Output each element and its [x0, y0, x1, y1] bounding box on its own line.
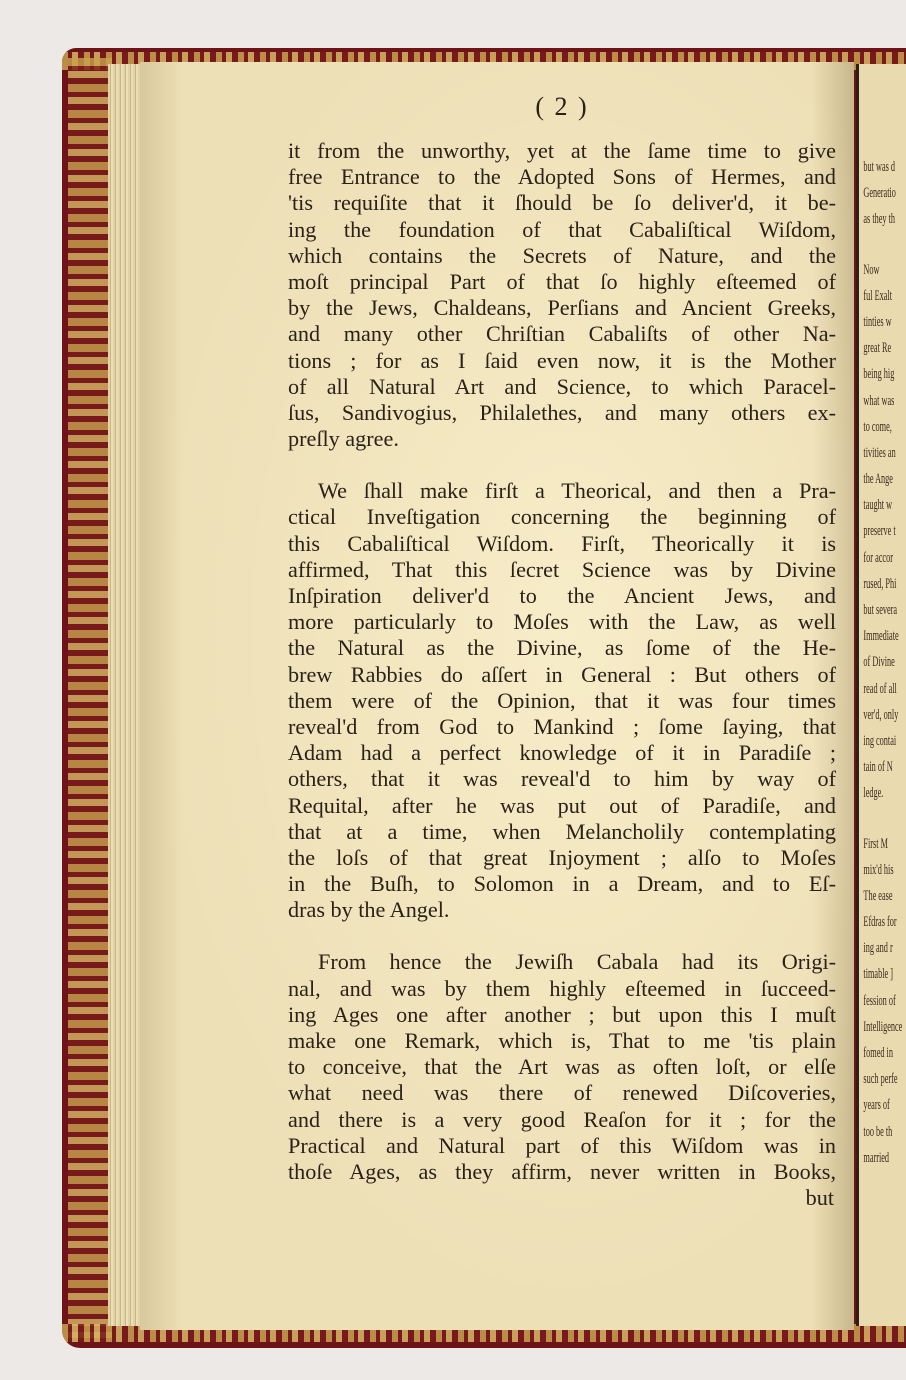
text-line: the loſs of that great Injoyment ; alſo to Moſes [288, 844, 836, 870]
facing-text-line: but severa [863, 602, 898, 618]
facing-text-line: too be th [863, 1123, 893, 1140]
paragraph-2 [288, 478, 836, 923]
facing-text-line: the Ange [863, 471, 893, 488]
facing-text-line: tivities an [863, 444, 896, 461]
facing-text-line: tain of N [863, 759, 893, 776]
text-line: free Entrance to the Adopted Sons of Hermes, and [288, 164, 836, 190]
text-line: others, that it was reveal'd to him by way of [288, 766, 836, 792]
page-edges [108, 64, 142, 1326]
facing-text-line: fession of [863, 992, 896, 1009]
facing-text-line: to come, [863, 418, 892, 435]
page-text [288, 138, 836, 1211]
text-line: by the Jews, Chaldeans, Perſians and Ancient Greeks, [288, 295, 836, 321]
text-line: it from the unworthy, yet at the ſame time to give [288, 138, 836, 163]
text-line: what need was there of renewed Diſcoveries, [288, 1080, 836, 1106]
text-line: ctical Inveſtigation concerning the beginning of [288, 504, 836, 530]
text-line: in the Buſh, to Solomon in a Dream, and to Eſ- [288, 871, 836, 897]
facing-text-line: timable ] [863, 966, 893, 983]
text-line: and many other Chriſtian Cabaliſts of other Na- [288, 321, 836, 347]
text-line: preſly agree. [288, 426, 399, 452]
text-line: We ſhall make firſt a Theorical, and then a Pra- [318, 478, 836, 504]
facing-text-line: read of all [863, 680, 897, 697]
facing-text-line: fomed in [863, 1045, 893, 1061]
text-line: Practical and Natural part of this Wiſdom was in [288, 1132, 836, 1158]
text-line: of all Natural Art and Science, to which Paracel- [288, 373, 836, 399]
facing-text-line: rused, Phi [863, 575, 897, 592]
text-line: that at a time, when Melancholily contemplating [288, 818, 836, 844]
text-line: Inſpiration deliver'd to the Ancient Jews, and [288, 583, 836, 608]
text-line: From hence the Jewiſh Cabala had its Origi- [318, 949, 836, 975]
text-line: moſt principal Part of that ſo highly eſteemed of [288, 268, 836, 294]
text-line: this Cabaliſtical Wiſdom. Firſt, Theorically it is [288, 530, 836, 556]
facing-text-line: ledge. [863, 785, 884, 802]
facing-text-line: great Re [863, 340, 892, 357]
facing-text-line: Now [863, 261, 880, 278]
facing-text-line: First M [863, 835, 888, 852]
paragraph-1 [288, 138, 836, 452]
catchword: but [805, 1185, 834, 1211]
text-line: ſus, Sandivogius, Philalethes, and many others ex- [288, 399, 836, 425]
text-line: which contains the Secrets of Nature, and the [288, 242, 836, 268]
text-line: and there is a very good Reaſon for it ; for the [288, 1106, 836, 1132]
facing-text-line: tinties w [863, 313, 892, 330]
facing-text-line: taught w [863, 497, 893, 514]
facing-text-line: ing and r [863, 940, 893, 957]
facing-text-line: ing contai [863, 732, 897, 749]
facing-text-line: for accor [863, 549, 893, 566]
text-line: tions ; for as I ſaid even now, it is the Mother [288, 347, 836, 373]
text-line: 'tis requiſite that it ſhould be ſo deliver'd, it be- [288, 190, 836, 216]
facing-text-line: such perfe [863, 1071, 898, 1088]
gilt-tooling-left [68, 58, 112, 1338]
facing-text-line: mix'd his [863, 861, 894, 878]
text-line: the Natural as the Divine, as ſome of the He- [288, 635, 836, 661]
text-line: Requital, after he was put out of Paradiſe, and [288, 792, 836, 818]
text-line: them were of the Opinion, that it was four times [288, 687, 836, 713]
text-line: ing Ages one after another ; but upon this I muſt [288, 1001, 836, 1027]
facing-text-line: of Divine [863, 654, 895, 671]
facing-text-line: Intelligence [863, 1018, 903, 1035]
text-line: reveal'd from God to Mankind ; ſome ſaying, that [288, 713, 836, 739]
text-line: affirmed, That this ſecret Science was by Divine [288, 556, 836, 582]
facing-text-line: what was [863, 392, 895, 409]
facing-text-line: ful Exalt [863, 287, 893, 304]
text-line: Adam had a perfect knowledge of it in Paradiſe ; [288, 740, 836, 766]
facing-text-line: as they th [863, 211, 896, 228]
text-line: to conceive, that the Art was as often loſt, or elſe [288, 1054, 836, 1080]
text-line: nal, and was by them highly eſteemed in ſucceed- [288, 975, 836, 1001]
facing-text-line: but was d [863, 159, 896, 175]
text-line: more particularly to Moſes with the Law, as well [288, 609, 836, 635]
facing-text-line: Efdras for [863, 914, 897, 931]
facing-text-line: Generatio [863, 185, 896, 202]
facing-text-line: ver'd, only [863, 706, 899, 723]
facing-text-line: The ease [863, 887, 893, 904]
text-line: ing the foundation of that Cabaliſtical Wiſdom, [288, 216, 836, 242]
facing-text-line: being hig [863, 366, 895, 383]
facing-text-line: preserve t [863, 523, 896, 540]
paragraph-3 [288, 949, 836, 1185]
facing-text-line: married [863, 1149, 890, 1166]
text-line: make one Remark, which is, That to me 'tis plain [288, 1028, 836, 1053]
facing-text-line: Immediate [863, 628, 899, 645]
text-line: brew Rabbies do aſſert in General : But others of [288, 661, 836, 687]
facing-page-edge [856, 64, 906, 1326]
text-line: thoſe Ages, as they affirm, never written in Books, [288, 1158, 836, 1184]
text-line: dras by the Angel. [288, 897, 450, 923]
facing-text-line: years of [863, 1097, 890, 1114]
page-header: ( 2 ) [535, 92, 589, 121]
